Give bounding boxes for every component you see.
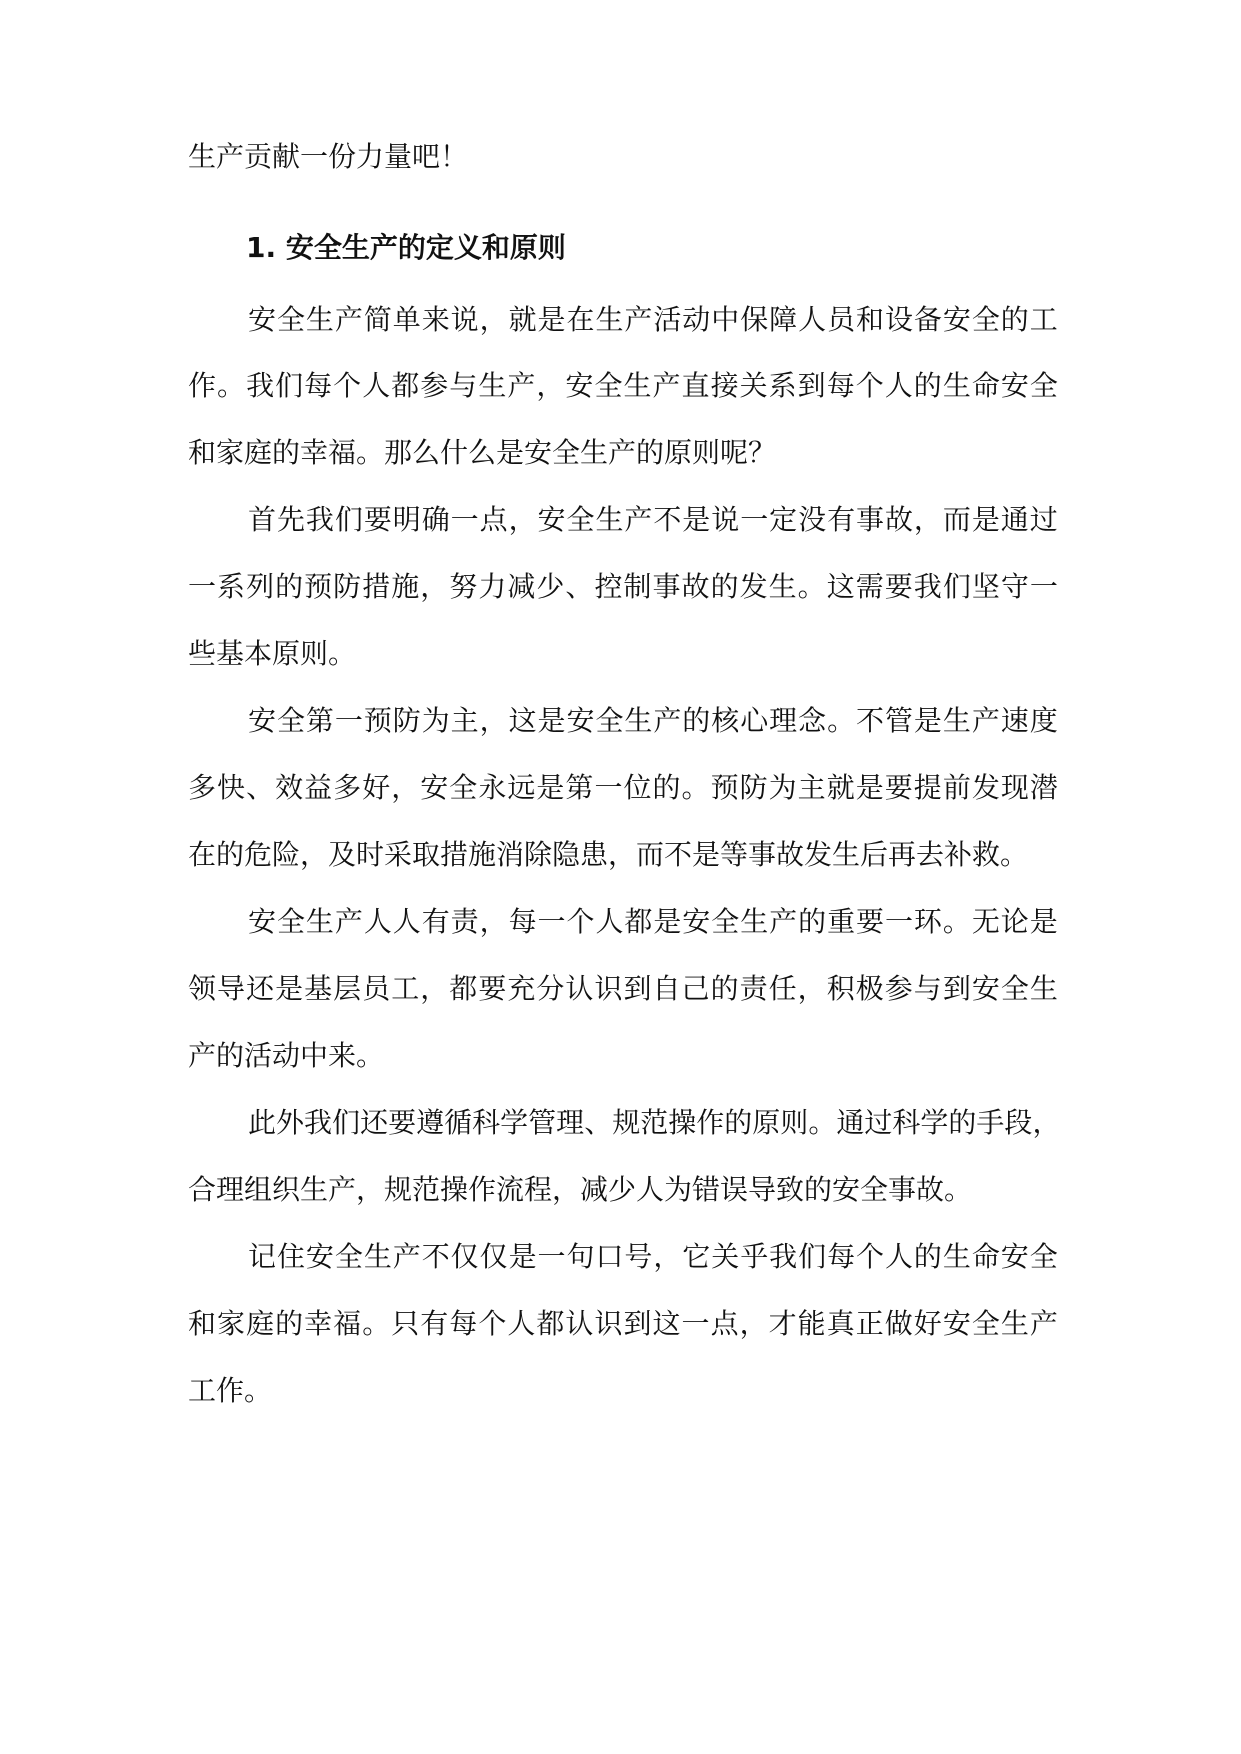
paragraph-line: 合理组织生产，规范操作流程，减少人为错误导致的安全事故。 (188, 1173, 973, 1206)
paragraph-line: 和家庭的幸福。那么什么是安全生产的原则呢？ (188, 436, 777, 469)
paragraph-line: 作 。 我 们 每 个 人 都 参 与 生 产 ， 安 全 生 产 直 接 关 系 到 每 个 人 的 生 命 安 全 (188, 369, 1058, 402)
paragraph-line: 首 先 我 们 要 明 确 一 点 ， 安 全 生 产 不 是 说 一 定 没 有 事 故 ， 而 是 通 过 (248, 503, 1058, 536)
paragraph-line: 工作。 (188, 1374, 273, 1407)
paragraph-line: 多 快 、 效 益 多 好 ， 安 全 永 远 是 第 一 位 的 。 预 防 为 主 就 是 要 提 前 发 现 潜 (188, 771, 1058, 804)
paragraph-line: 和 家 庭 的 幸 福 。 只 有 每 个 人 都 认 识 到 这 一 点 ， 才 能 真 正 做 好 安 全 生 产 (188, 1307, 1058, 1340)
continuation-text: 生产贡献一份力量吧！ (188, 140, 469, 173)
paragraph-line: 安 全 生 产 简 单 来 说 ， 就 是 在 生 产 活 动 中 保 障 人 员 和 设 备 安 全 的 工 (248, 303, 1058, 336)
paragraph-line: 此 外 我 们 还 要 遵 循 科 学 管 理 、 规 范 操 作 的 原 则 。 通 过 科 学 的 手 段 ， (248, 1106, 1061, 1139)
paragraph-line: 安 全 生 产 人 人 有 责 ， 每 一 个 人 都 是 安 全 生 产 的 重 要 一 环 。 无 论 是 (248, 905, 1058, 938)
paragraph-line: 一 系 列 的 预 防 措 施 ， 努 力 减 少 、 控 制 事 故 的 发 生 。 这 需 要 我 们 坚 守 一 (188, 570, 1058, 603)
paragraph-line: 领 导 还 是 基 层 员 工 ， 都 要 充 分 认 识 到 自 己 的 责 任 ， 积 极 参 与 到 安 全 生 (188, 972, 1058, 1005)
paragraph-line: 安 全 第 一 预 防 为 主 ， 这 是 安 全 生 产 的 核 心 理 念 。 不 管 是 生 产 速 度 (248, 704, 1058, 737)
paragraph-line: 在的危险，及时采取措施消除隐患，而不是等事故发生后再去补救。 (188, 838, 1029, 871)
section-heading: 1. 安全生产的定义和原则 (246, 231, 566, 264)
paragraph-line: 记 住 安 全 生 产 不 仅 仅 是 一 句 口 号 ， 它 关 乎 我 们 每 个 人 的 生 命 安 全 (248, 1240, 1058, 1273)
paragraph-line: 些基本原则。 (188, 637, 357, 670)
paragraph-line: 产的活动中来。 (188, 1039, 385, 1072)
